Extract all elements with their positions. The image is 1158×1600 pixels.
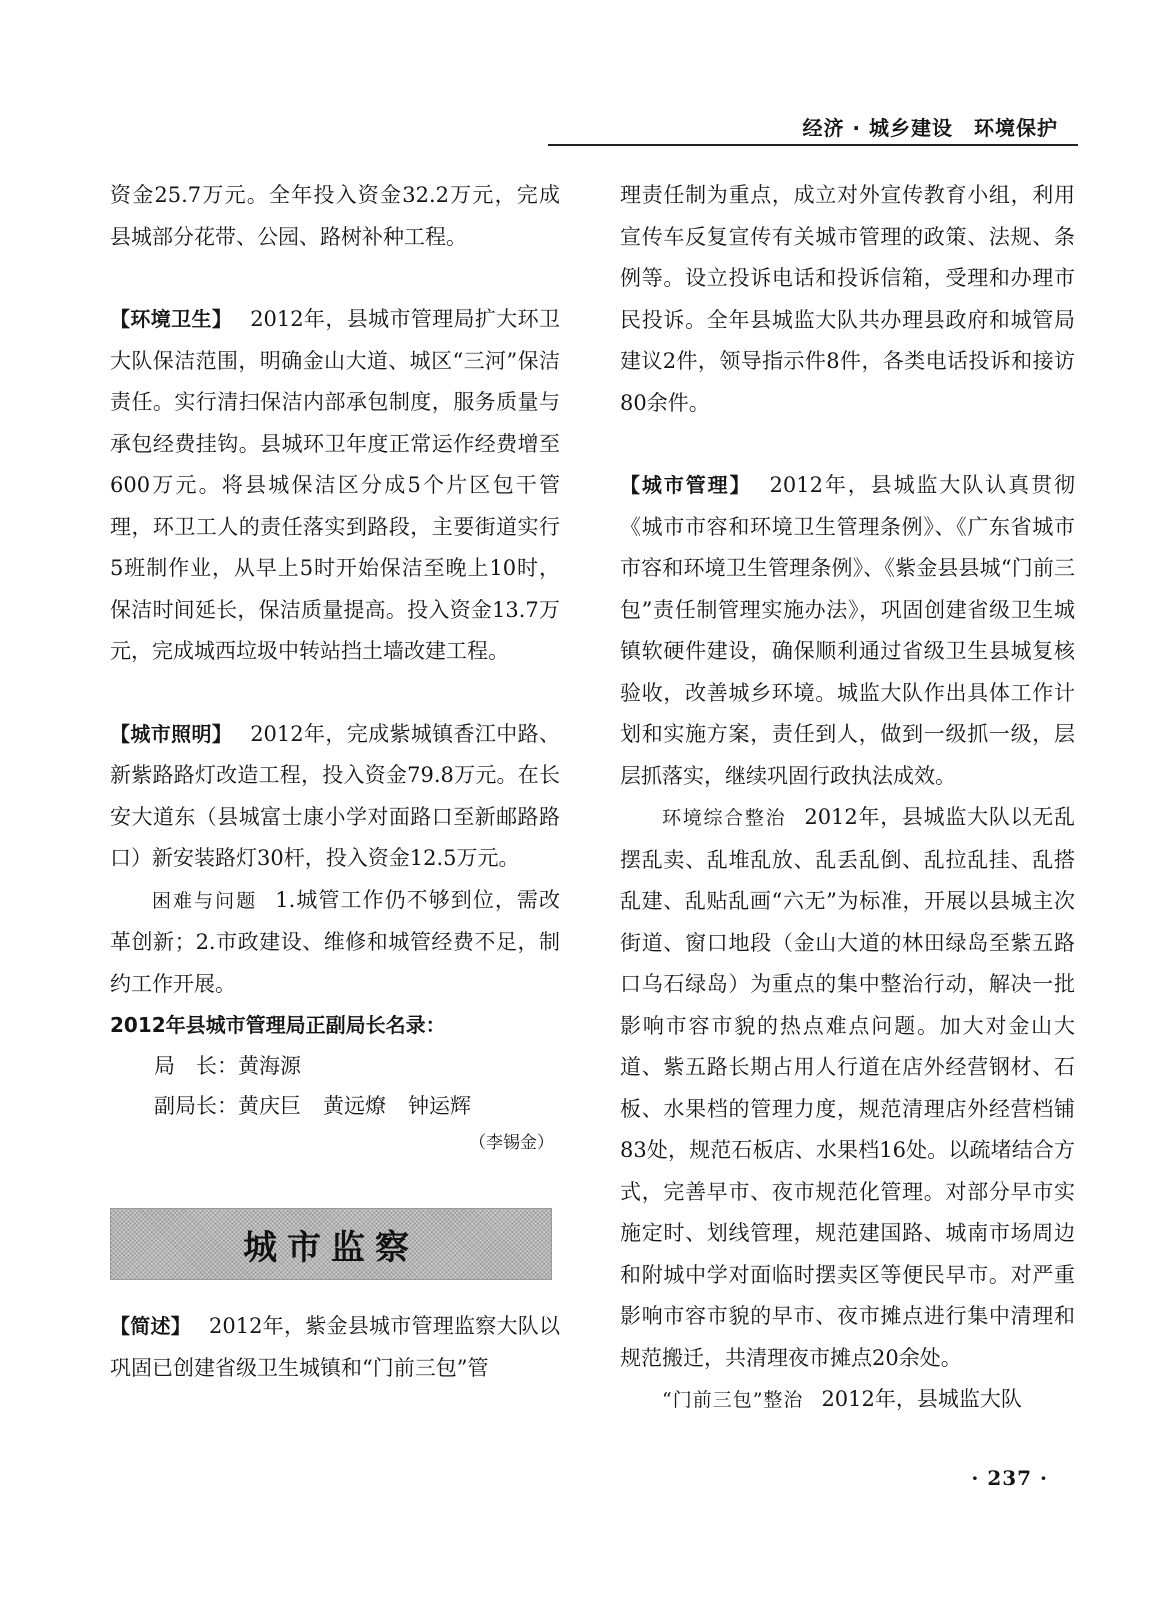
heading-brief: 【简述】: [110, 1314, 192, 1338]
roster-title: 2012年县城市管理局正副局长名录：: [110, 1013, 446, 1037]
paragraph-city-management: [620, 465, 1075, 797]
paragraph-brief: [110, 1306, 560, 1389]
environment-rectification-text: 2012年，县城监大队以无乱摆乱卖、乱堆乱放、乱丢乱倒、乱拉乱挂、乱搭乱建、乱贴乱画“六无”为标准，开展以县城主次街道、窗口地段（金山大道的林田绿岛至紫五路口乌石绿岛）为重点的集中整治行动，解决一批影响市容市貌的热点难点问题。加大对金山大道、紫五路长期占用人行道在店外经营钢材、石板、水果档的管理力度，规范清理店外经营档铺83处，规范石板店、水果档16处。以疏堵结合方式，完善早市、夜市规范化管理。对部分早市实施定时、划线管理，规范建国路、城南市场周边和附城中学对面临时摆卖区等便民早市。对严重影响市容市貌的早市、夜市摊点进行集中清理和规范搬迁，共清理夜市摊点20余处。: [620, 805, 1075, 1370]
page-number: · 237 ·: [971, 1466, 1048, 1490]
city-management-text: 2012年，县城监大队认真贯彻《城市市容和环境卫生管理条例》、《广东省城市市容和环境卫生管理条例》、《紫金县县城“门前三包”责任制管理实施办法》，巩固创建省级卫生城镇软硬件建设，确保顺利通过省级卫生县城复核验收，改善城乡环境。城监大队作出具体工作计划和实施方案，责任到人，做到一级抓一级，层层抓落实，继续巩固行政执法成效。: [620, 473, 1076, 788]
heading-problems: 困难与问题: [152, 889, 258, 912]
city-lighting-text: 2012年，完成紫城镇香江中路、新紫路路灯改造工程，投入资金79.8万元。在长安大道东（县城富士康小学对面路口至新邮路路口）新安装路灯30杆，投入资金12.5万元。: [110, 721, 560, 870]
section-banner: [110, 1208, 552, 1280]
running-header: [548, 104, 1078, 146]
paragraph-environment-rectification: [620, 797, 1075, 1379]
heading-city-lighting: 【城市照明】: [110, 721, 233, 746]
banner-title: 城市监察: [243, 1227, 419, 1268]
heading-environment-sanitation: 【环境卫生】: [110, 307, 233, 331]
heading-city-management: 【城市管理】: [620, 473, 752, 497]
roster-deputy-2: 黄远燎: [323, 1094, 386, 1118]
paragraph-environment-sanitation: [110, 299, 560, 673]
brief-text: 2012年，紫金县城市管理监察大队以巩固已创建省级卫生城镇和“门前三包”管: [110, 1314, 560, 1380]
roster-deputy-1: 副局长：黄庆巨: [154, 1094, 301, 1118]
left-column: [110, 175, 560, 1389]
heading-three-guarantees: “门前三包”整治: [662, 1389, 804, 1411]
paragraph-continued: 资金25.7万元。全年投入资金32.2万元，完成县城部分花带、公园、路树补种工程。: [110, 183, 560, 249]
paragraph-city-lighting: [110, 714, 560, 880]
roster-director: 局 长：黄海源: [154, 1054, 301, 1078]
author-credit: （李锡金）: [469, 1133, 554, 1153]
paragraph-problems: [110, 880, 560, 1006]
roster-deputies: [110, 1086, 560, 1126]
problems-text: 1.城管工作仍不够到位，需改革创新；2.市政建设、维修和城管经费不足，制约工作开展。: [110, 887, 560, 996]
section-title: 经济 · 城乡建设 环境保护: [802, 116, 1058, 140]
environment-sanitation-text: 2012年，县城市管理局扩大环卫大队保洁范围，明确金山大道、城区“三河”保洁责任。实行清扫保洁内部承包制度，服务质量与承包经费挂钩。县城环卫年度正常运作经费增至600万元。将县城保洁区分成5个片区包干管理，环卫工人的责任落实到路段，主要街道实行5班制作业，从早上5时开始保洁至晚上10时，保洁时间延长，保洁质量提高。投入资金13.7万元，完成城西垃圾中转站挡土墙改建工程。: [110, 307, 560, 663]
three-guarantees-text: 2012年，县城监大队: [821, 1387, 1022, 1411]
roster-deputy-3: 钟运辉: [408, 1094, 471, 1118]
right-column: [620, 175, 1075, 1422]
paragraph-three-guarantees: [620, 1379, 1075, 1422]
paragraph-brief-continued: 理责任制为重点，成立对外宣传教育小组，利用宣传车反复宣传有关城市管理的政策、法规、条例等。设立投诉电话和投诉信箱，受理和办理市民投诉。全年县城监大队共办理县政府和城管局建议2件，领导指示件8件，各类电话投诉和接访80余件。: [620, 183, 1075, 415]
heading-environment-rectification: 环境综合整治: [662, 807, 787, 829]
